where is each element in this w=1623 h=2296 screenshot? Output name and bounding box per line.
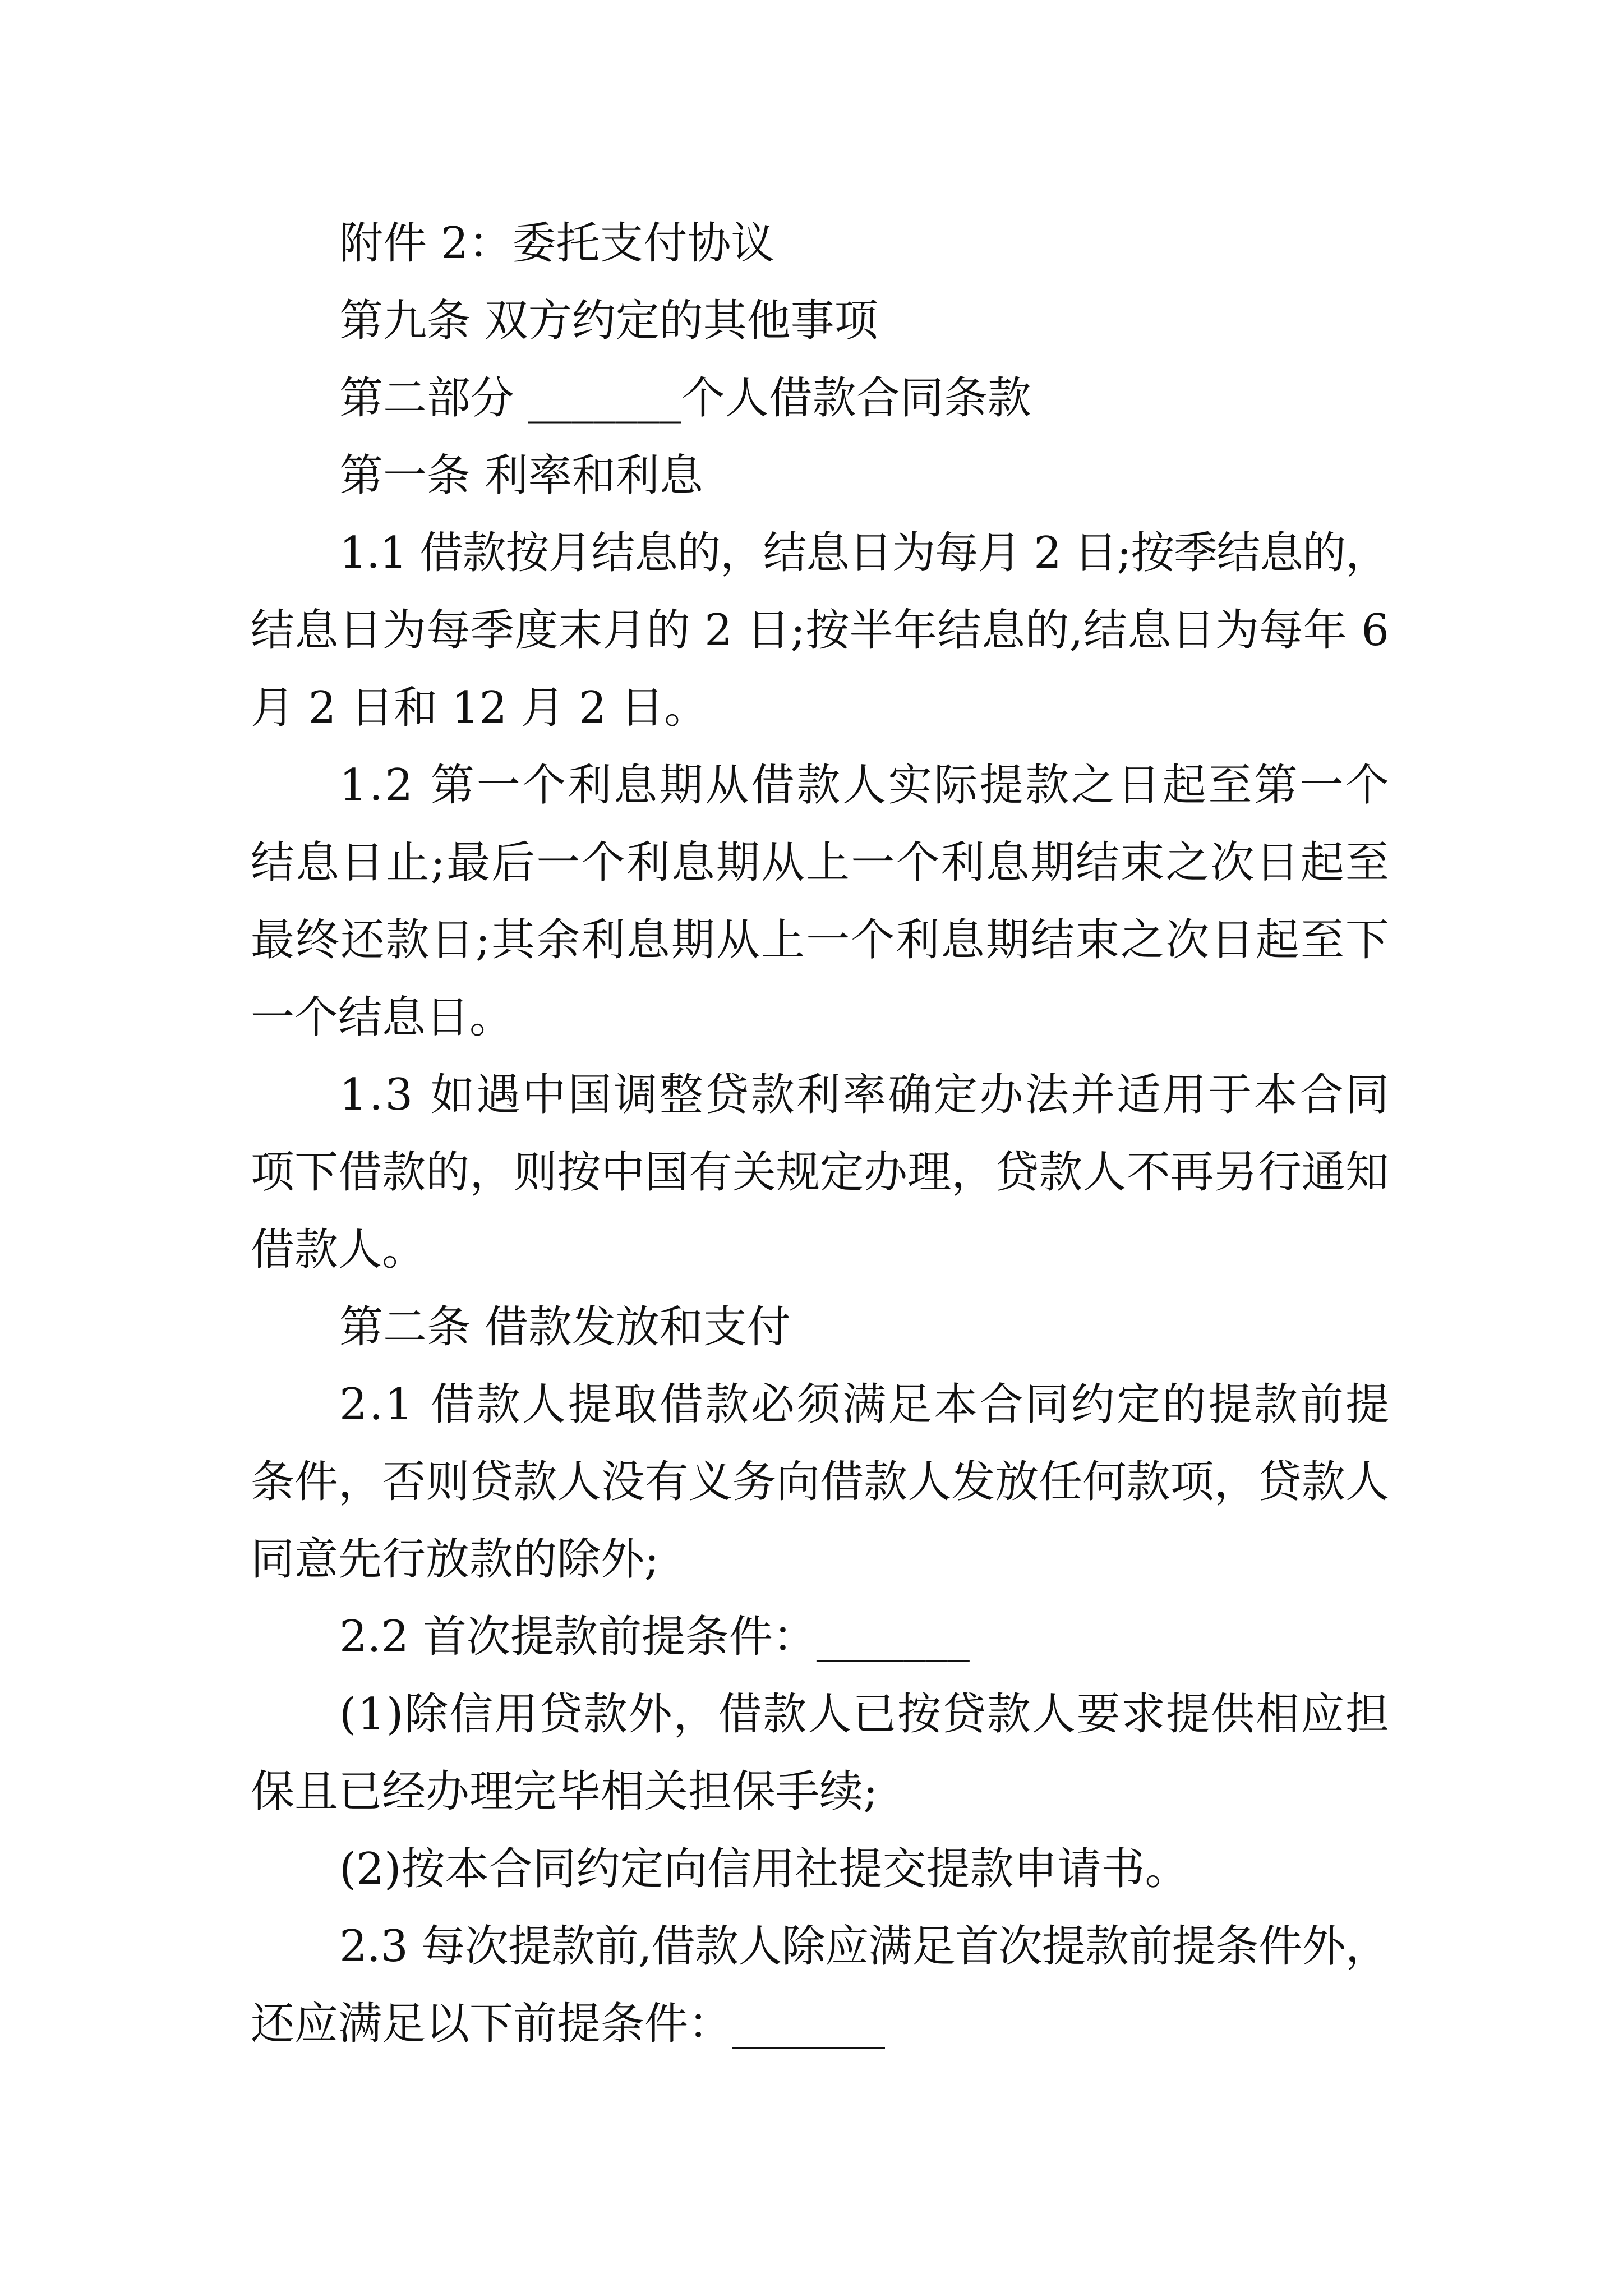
text-line: 项下借款的，则按中国有关规定办理，贷款人不再另行通知	[251, 1147, 1390, 1198]
part-2-heading	[251, 360, 1389, 437]
clause-2-3	[251, 1908, 1389, 2063]
document-body	[251, 205, 1389, 2063]
text-line: 1.2 第一个利息期从借款人实际提款之日起至第一个	[339, 760, 1391, 811]
clause-2-2-item-2	[251, 1830, 1389, 1908]
text-line: 条件，否则贷款人没有义务向借款人发放任何款项，贷款人	[251, 1457, 1390, 1507]
text-line: 保且已经办理完毕相关担保手续;	[251, 1766, 878, 1817]
clause-2-2	[251, 1598, 1389, 1676]
attachment-2-line	[251, 205, 1389, 282]
text-line: 结息日止;最后一个利息期从上一个利息期结束之次日起至	[251, 838, 1391, 888]
text-line: 同意先行放款的除外;	[251, 1534, 660, 1585]
text-line: (2)按本合同约定向信用社提交提款申请书。	[339, 1844, 1189, 1894]
article-1-heading	[251, 437, 1389, 514]
clause-1-3	[251, 1056, 1389, 1289]
text-line: 结息日为每季度末月的 2 日;按半年结息的,结息日为每年 6	[251, 605, 1390, 656]
text-line: 还应满足以下前提条件：_______	[251, 1999, 886, 2049]
article-2-heading	[251, 1289, 1389, 1366]
clause-2-1	[251, 1366, 1389, 1598]
text-line: 最终还款日;其余利息期从上一个利息期结束之次日起至下	[251, 915, 1391, 965]
text-line: (1)除信用贷款外，借款人已按贷款人要求提供相应担	[339, 1689, 1390, 1740]
text-line: 第二部分 _______个人借款合同条款	[339, 373, 1031, 424]
text-line: 1.3 如遇中国调整贷款利率确定办法并适用于本合同	[339, 1070, 1391, 1120]
clause-2-2-item-1	[251, 1676, 1389, 1830]
text-line: 附件 2：委托支付协议	[339, 218, 775, 269]
clause-1-2	[251, 747, 1389, 1056]
text-line: 2.3 每次提款前,借款人除应满足首次提款前提条件外，	[339, 1921, 1389, 1972]
text-line: 2.1 借款人提取借款必须满足本合同约定的提款前提	[339, 1379, 1391, 1430]
text-line: 第一条 利率和利息	[339, 450, 703, 501]
text-line: 月 2 日和 12 月 2 日。	[251, 683, 708, 733]
article-9-heading	[251, 282, 1389, 360]
clause-1-1	[251, 514, 1389, 747]
text-line: 借款人。	[251, 1225, 426, 1275]
text-line: 1.1 借款按月结息的，结息日为每月 2 日;按季结息的，	[339, 528, 1389, 578]
text-line: 一个结息日。	[251, 992, 514, 1043]
text-line: 第二条 借款发放和支付	[339, 1302, 791, 1352]
text-line: 2.2 首次提款前提条件：_______	[339, 1612, 970, 1662]
text-line: 第九条 双方约定的其他事项	[339, 296, 878, 346]
